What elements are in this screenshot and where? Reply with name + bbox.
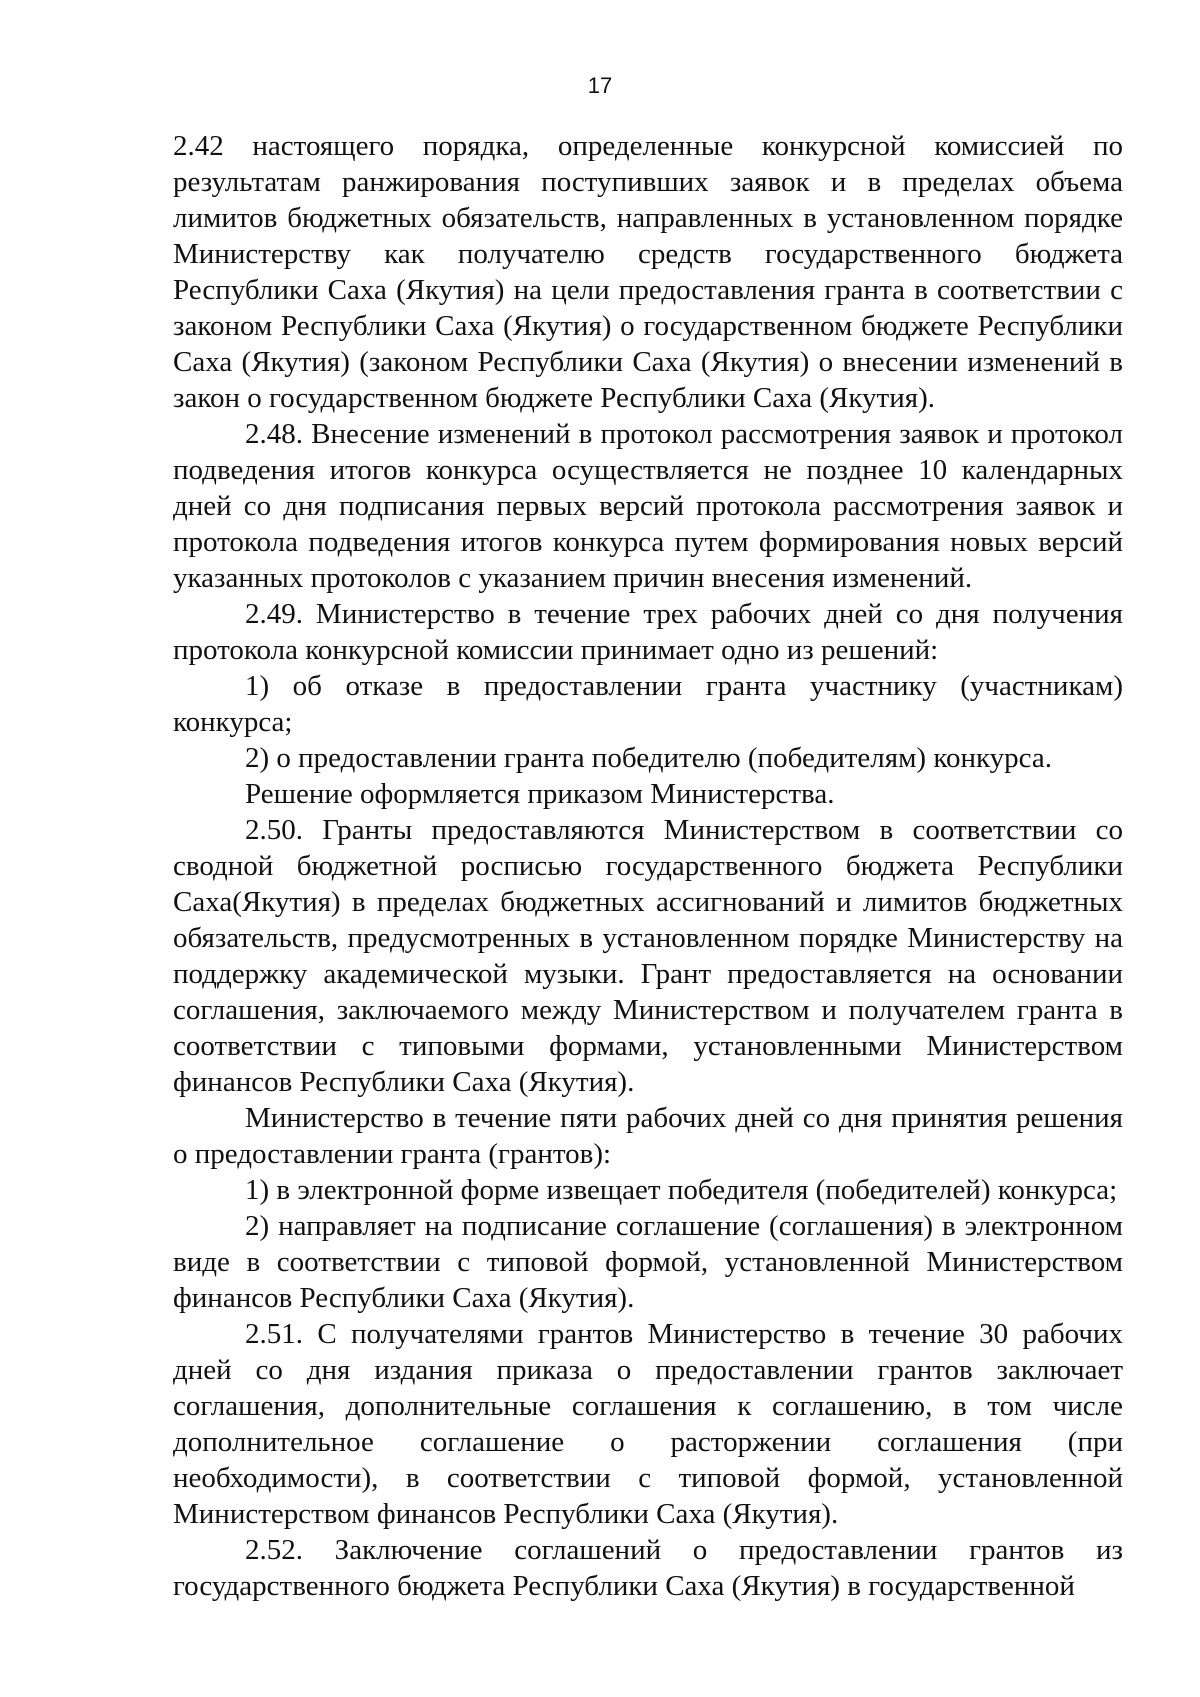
list-item-grant: 2) о предоставлении гранта победителю (победителям) конкурса.	[245, 742, 1052, 774]
list-item-notify: 1) в электронной форме извещает победителя (победителей) конкурса;	[245, 1174, 1118, 1206]
paragraph-2-52: 2.52. Заключение соглашений о предоставлении грантов из государственного бюджета Республики Саха (Якутия) в государственной	[173, 1534, 1123, 1602]
paragraph-2-51: 2.51. С получателями грантов Министерство в течение 30 рабочих дней со дня издания приказа о предоставлении грантов заключает соглашения, дополнительные соглашения к соглашению, в том числе дополнительное соглашение о расторжении соглашения (при необходимости), в соответствии с типовой формой, установленной Министерством финансов Республики Саха (Якутия).	[173, 1318, 1123, 1530]
paragraph-ministry-five-days: Министерство в течение пяти рабочих дней со дня принятия решения о предоставлении гранта (грантов):	[173, 1102, 1123, 1170]
paragraph-2-49: 2.49. Министерство в течение трех рабочих дней со дня получения протокола конкурсной комиссии принимает одно из решений:	[173, 598, 1123, 666]
list-item-send-agreement: 2) направляет на подписание соглашение (соглашения) в электронном виде в соответствии с типовой формой, установленной Министерством финансов Республики Саха (Якутия).	[173, 1210, 1123, 1314]
paragraph-2-42-continuation: 2.42 настоящего порядка, определенные конкурсной комиссией по результатам ранжирования поступивших заявок и в пределах объема лимитов бюджетных обязательств, направленных в установленном порядке Министерству как получателю средств государственного бюджета Республики Саха (Якутия) на цели предоставления гранта в соответствии с законом Республики Саха (Якутия) о государственном бюджете Республики Саха (Якутия) (законом Республики Саха (Якутия) о внесении изменений в закон о государственном бюджете Республики Саха (Якутия).	[173, 130, 1123, 414]
paragraph-decision: Решение оформляется приказом Министерства.	[245, 778, 835, 810]
paragraph-2-50: 2.50. Гранты предоставляются Министерством в соответствии со сводной бюджетной росписью государственного бюджета Республики Саха(Якутия) в пределах бюджетных ассигнований и лимитов бюджетных обязательств, предусмотренных в установленном порядке Министерству на поддержку академической музыки. Грант предоставляется на основании соглашения, заключаемого между Министерством и получателем гранта в соответствии с типовыми формами, установленными Министерством финансов Республики Саха (Якутия).	[173, 814, 1123, 1098]
document-body	[173, 128, 1123, 1604]
paragraph-2-48: 2.48. Внесение изменений в протокол рассмотрения заявок и протокол подведения итогов конкурса осуществляется не позднее 10 календарных дней со дня подписания первых версий протокола рассмотрения заявок и протокола подведения итогов конкурса путем формирования новых версий указанных протоколов с указанием причин внесения изменений.	[173, 418, 1123, 594]
list-item-refusal: 1) об отказе в предоставлении гранта участнику (участникам) конкурса;	[173, 670, 1123, 738]
page-number: 17	[587, 73, 613, 98]
